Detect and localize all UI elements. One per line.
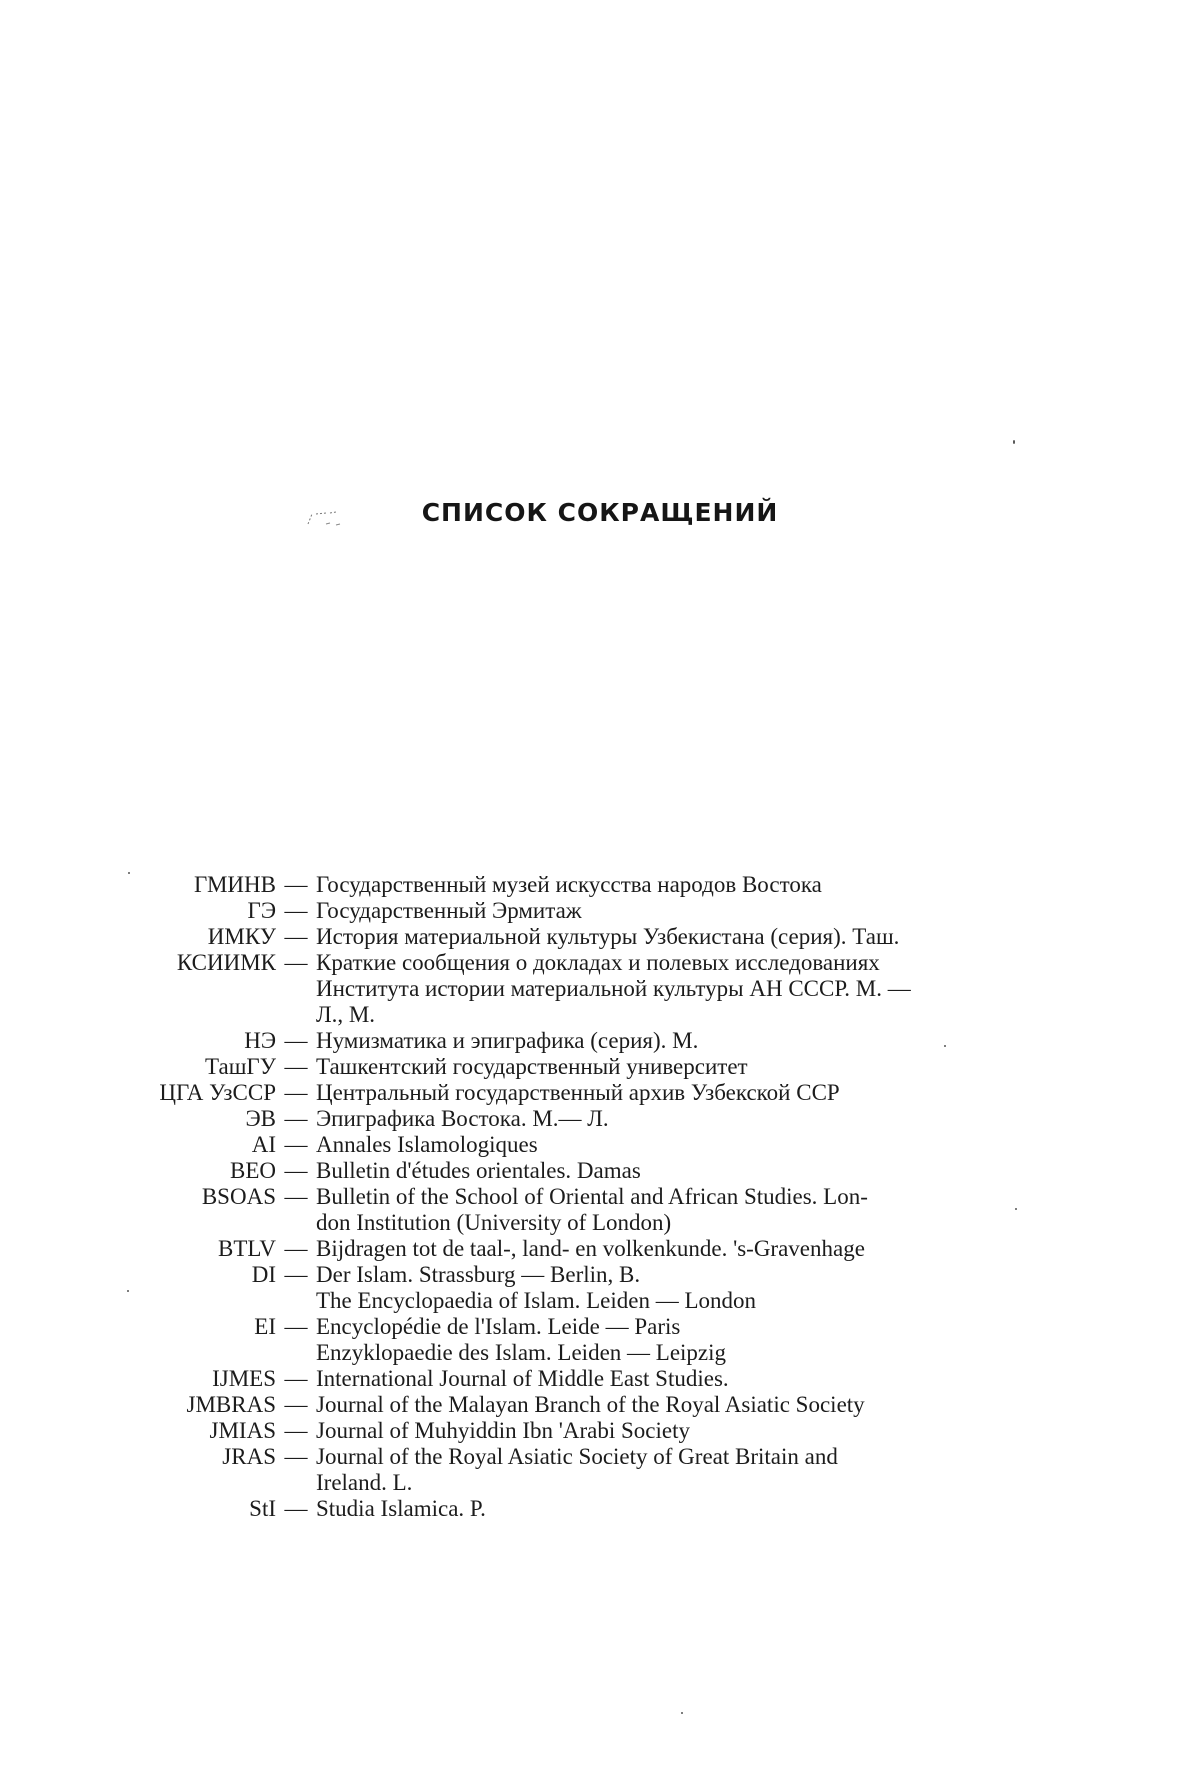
abbreviation-dash: — (284, 872, 308, 897)
abbreviation-definition (316, 1132, 1066, 1158)
abbreviation-term: BTLV (218, 1236, 276, 1261)
definition-line: Краткие сообщения о докладах и полевых исследованиях (316, 950, 880, 975)
definition-line: Journal of Muhyiddin Ibn 'Arabi Society (316, 1418, 691, 1443)
abbreviation-entry (0, 1418, 1200, 1444)
scan-speck (681, 1712, 683, 1714)
abbreviation-definition (316, 1054, 1066, 1080)
definition-line: Государственный музей искусства народов Востока (316, 872, 822, 897)
abbreviation-term: BSOAS (201, 1184, 276, 1209)
abbreviation-dash: — (284, 1106, 308, 1131)
abbreviation-term: ЦГА УзССР (159, 1080, 276, 1105)
abbreviation-entry (0, 1262, 1200, 1314)
definition-line: don Institution (University of London) (316, 1210, 672, 1235)
abbreviation-definition (316, 1028, 1066, 1054)
abbreviation-dash: — (284, 1262, 308, 1287)
definition-line: Нумизматика и эпиграфика (серия). М. (316, 1028, 699, 1053)
abbreviation-definition (316, 1418, 1066, 1444)
definition-line: Эпиграфика Востока. М.— Л. (316, 1106, 609, 1131)
definition-line: Ireland. L. (316, 1470, 413, 1495)
abbreviation-dash: — (284, 1080, 308, 1105)
abbreviation-dash: — (284, 1236, 308, 1261)
abbreviation-term: КСИИМК (176, 950, 276, 975)
abbreviation-term: ИМКУ (207, 924, 276, 949)
abbreviation-entry (0, 872, 1200, 898)
abbreviation-entry (0, 1132, 1200, 1158)
definition-line: Государственный Эрмитаж (316, 898, 582, 923)
abbreviation-entry (0, 1392, 1200, 1418)
abbreviation-term: StI (249, 1496, 276, 1521)
abbreviation-term: AI (251, 1132, 276, 1157)
abbreviation-dash: — (284, 1366, 308, 1391)
abbreviation-dash: — (284, 898, 308, 923)
abbreviation-term: JMIAS (209, 1418, 276, 1443)
abbreviation-dash: — (284, 1028, 308, 1053)
abbreviation-definition (316, 872, 1066, 898)
page-title: СПИСОК СОКРАЩЕНИЙ (421, 498, 779, 527)
abbreviation-entry (0, 1054, 1200, 1080)
abbreviation-definition (316, 1262, 1066, 1314)
definition-line: Центральный государственный архив Узбекской ССР (316, 1080, 840, 1105)
abbreviation-definition (316, 950, 1066, 1028)
abbreviation-dash: — (284, 924, 308, 949)
abbreviation-entry (0, 1158, 1200, 1184)
abbreviation-term: ГЭ (247, 898, 276, 923)
abbreviation-definition (316, 1392, 1066, 1418)
abbreviation-term: НЭ (244, 1028, 276, 1053)
abbreviation-dash: — (284, 1184, 308, 1209)
definition-line: Bulletin d'études orientales. Damas (316, 1158, 641, 1183)
abbreviation-entry (0, 1236, 1200, 1262)
definition-line: International Journal of Middle East Studies. (316, 1366, 729, 1391)
abbreviation-entry (0, 1366, 1200, 1392)
abbreviation-term: EI (254, 1314, 276, 1339)
abbreviation-definition (316, 1314, 1066, 1366)
abbreviation-definition (316, 1184, 1066, 1236)
definition-line: Annales Islamologiques (316, 1132, 538, 1157)
definition-line: Studia Islamica. P. (316, 1496, 486, 1521)
abbreviation-definition (316, 1158, 1066, 1184)
abbreviation-term: DI (251, 1262, 276, 1287)
definition-line: Института истории материальной культуры АН СССР. М. — (316, 976, 911, 1001)
abbreviation-definition (316, 1080, 1066, 1106)
abbreviation-definition (316, 924, 1066, 950)
abbreviation-entry (0, 898, 1200, 924)
abbreviation-definition (316, 1236, 1066, 1262)
abbreviation-dash: — (284, 1444, 308, 1469)
abbreviation-term: JRAS (222, 1444, 276, 1469)
definition-line: Bulletin of the School of Oriental and African Studies. Lon- (316, 1184, 868, 1209)
abbreviation-term: BEO (230, 1158, 276, 1183)
abbreviation-definition (316, 1496, 1066, 1522)
definition-line: Journal of the Malayan Branch of the Royal Asiatic Society (316, 1392, 865, 1417)
abbreviation-entry (0, 1028, 1200, 1054)
scan-speck (1013, 440, 1015, 444)
abbreviation-entry (0, 924, 1200, 950)
abbreviation-entry (0, 1314, 1200, 1366)
abbreviation-definition (316, 1106, 1066, 1132)
abbreviation-entry (0, 1444, 1200, 1496)
definition-line: Bijdragen tot de taal-, land- en volkenkunde. 's-Gravenhage (316, 1236, 865, 1261)
abbreviation-term: ТашГУ (205, 1054, 276, 1079)
definition-line: Enzyklopaedie des Islam. Leiden — Leipzig (316, 1340, 727, 1365)
abbreviation-term: ГМИНВ (193, 872, 276, 897)
abbreviation-term: JMBRAS (186, 1392, 276, 1417)
definition-line: The Encyclopaedia of Islam. Leiden — London (316, 1288, 757, 1313)
abbreviation-dash: — (284, 1132, 308, 1157)
definition-line: Л., М. (316, 1002, 376, 1027)
abbreviation-dash: — (284, 1158, 308, 1183)
abbreviation-definition (316, 898, 1066, 924)
definition-line: Der Islam. Strassburg — Berlin, B. (316, 1262, 641, 1287)
abbreviation-definition (316, 1366, 1066, 1392)
abbreviation-dash: — (284, 950, 308, 975)
abbreviation-dash: — (284, 1392, 308, 1417)
abbreviation-term: ЭВ (245, 1106, 276, 1131)
abbreviation-entry (0, 1080, 1200, 1106)
definition-line: Encyclopédie de l'Islam. Leide — Paris (316, 1314, 681, 1339)
abbreviation-entry (0, 1496, 1200, 1522)
abbreviation-entry (0, 1106, 1200, 1132)
abbreviation-entry (0, 1184, 1200, 1236)
abbreviation-term: IJMES (212, 1366, 276, 1391)
abbreviation-entry (0, 950, 1200, 1028)
abbreviation-dash: — (284, 1418, 308, 1443)
abbreviation-definition (316, 1444, 1066, 1496)
definition-line: История материальной культуры Узбекистана (серия). Таш. (316, 924, 900, 949)
abbreviation-dash: — (284, 1496, 308, 1521)
abbreviation-dash: — (284, 1054, 308, 1079)
abbreviation-dash: — (284, 1314, 308, 1339)
abbreviation-list (0, 872, 1200, 1522)
definition-line: Journal of the Royal Asiatic Society of Great Britain and (316, 1444, 838, 1469)
definition-line: Ташкентский государственный университет (316, 1054, 748, 1079)
